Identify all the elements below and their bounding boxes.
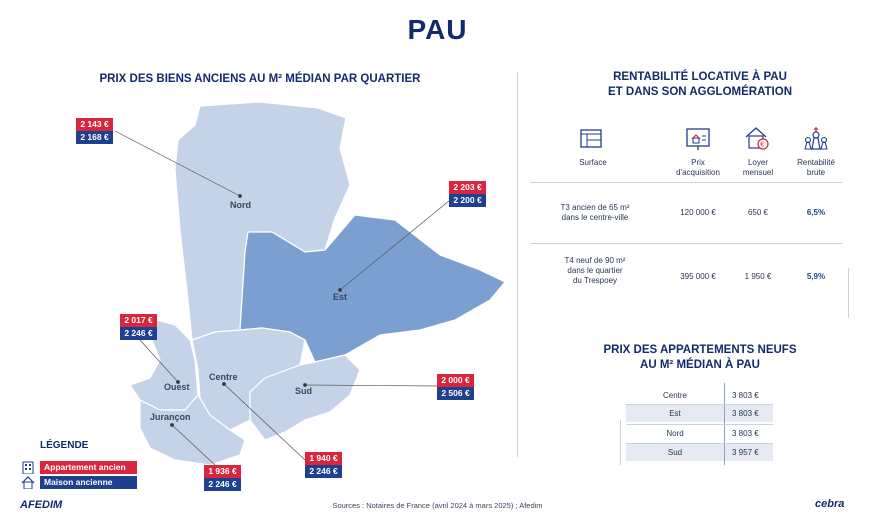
section-divider [517, 72, 518, 457]
header-renta-line2: brute [806, 168, 826, 177]
legend-maison: Maison ancienne [40, 476, 137, 489]
neufs-quartier: Nord [666, 429, 684, 438]
price-maison-est: 2 200 € [449, 194, 486, 207]
neufs-quartier: Est [669, 409, 681, 418]
page-title: PAU [407, 14, 468, 45]
price-maison-ouest: 2 246 € [120, 327, 157, 340]
cebra-logo: cebra [815, 498, 845, 510]
quartier-label-est: Est [333, 292, 348, 302]
neufs-row [626, 444, 773, 461]
price-box-sud [437, 374, 474, 400]
neufs-quartier: Centre [662, 391, 687, 400]
row2-surface [540, 256, 650, 286]
table-rule [530, 243, 842, 244]
rentabilite-title-line2: ET DANS SON AGGLOMÉRATION [608, 86, 792, 98]
price-appartement-sud: 2 000 € [437, 374, 474, 387]
house-icon [21, 476, 35, 489]
table-rule [530, 182, 842, 183]
header-prix-line1: Prix [691, 158, 705, 167]
price-maison-nord: 2 168 € [76, 131, 113, 144]
building-icon [21, 461, 35, 474]
afedim-logo: AFEDIM [20, 499, 63, 511]
chess-icon [802, 125, 830, 152]
neufs-row [626, 387, 773, 404]
row2-surface-line1: T4 neuf de 90 m² [564, 256, 626, 265]
neufs-row [626, 425, 773, 442]
blueprint-icon [578, 126, 604, 152]
neufs-prix: 3 803 € [732, 391, 759, 400]
neufs-title-line1: PRIX DES APPARTEMENTS NEUFS [603, 344, 797, 356]
price-appartement-est: 2 203 € [449, 181, 486, 194]
sources-text: Sources : Notaires de France (avril 2024 à mars 2025) ; Afedim [332, 501, 543, 510]
neufs-side-rule [620, 420, 621, 465]
neufs-rule [626, 443, 773, 444]
row2-prix: 395 000 € [680, 272, 716, 281]
price-box-nord [76, 118, 113, 144]
row1-surface [540, 203, 650, 223]
header-loyer-line2: mensuel [742, 168, 774, 177]
quartier-label-sud: Sud [295, 386, 312, 396]
header-prix-line2: d'acquisition [676, 168, 720, 177]
price-box-est [449, 181, 486, 207]
price-box-ouest [120, 314, 157, 340]
row2-surface-line3: du Trespoey [572, 276, 618, 285]
row1-surface-line2: dans le centre-ville [561, 213, 629, 222]
neufs-title [560, 343, 840, 373]
quartier-label-nord: Nord [230, 200, 251, 210]
row2-rentabilite: 5,9% [806, 272, 826, 281]
price-appartement-nord: 2 143 € [76, 118, 113, 131]
neufs-prix: 3 803 € [732, 429, 759, 438]
legend-title: LÉGENDE [40, 440, 89, 451]
house-euro-icon [743, 125, 771, 151]
row1-loyer: 650 € [747, 208, 769, 217]
neufs-rule [626, 404, 773, 405]
quartier-label-ouest: Ouest [164, 382, 190, 392]
row2-loyer: 1 950 € [744, 272, 772, 281]
map-section-title: PRIX DES BIENS ANCIENS AU M² MÉDIAN PAR QUARTIER [99, 73, 421, 85]
price-appartement-jurancon: 1 936 € [204, 465, 241, 478]
rentabilite-title [540, 70, 860, 100]
price-maison-sud: 2 506 € [437, 387, 474, 400]
quartier-label-jurancon: Jurançon [150, 412, 191, 422]
price-box-centre [305, 452, 342, 478]
neufs-row [626, 405, 773, 422]
table-side-rule [848, 268, 849, 318]
price-appartement-ouest: 2 017 € [120, 314, 157, 327]
svg-text:€: € [760, 141, 765, 149]
neufs-quartier: Sud [667, 448, 683, 457]
price-box-jurancon [204, 465, 241, 491]
house-sign-icon [684, 126, 712, 152]
header-renta-line1: Rentabilité [797, 158, 835, 167]
price-maison-jurancon: 2 246 € [204, 478, 241, 491]
neufs-rule [626, 424, 773, 425]
rentabilite-title-line1: RENTABILITÉ LOCATIVE À PAU [613, 71, 787, 83]
quartier-label-centre: Centre [209, 372, 238, 382]
price-appartement-centre: 1 940 € [305, 452, 342, 465]
neufs-prix: 3 957 € [732, 448, 759, 457]
price-maison-centre: 2 246 € [305, 465, 342, 478]
header-loyer-line1: Loyer [747, 158, 768, 167]
legend-appartement: Appartement ancien [40, 461, 137, 474]
header-rentabilite [778, 158, 854, 178]
header-surface: Surface [579, 158, 607, 167]
row1-surface-line1: T3 ancien de 65 m² [560, 203, 630, 212]
neufs-prix: 3 803 € [732, 409, 759, 418]
row2-surface-line2: dans le quartier [567, 266, 623, 275]
row1-rentabilite: 6,5% [806, 208, 826, 217]
neufs-title-line2: AU M² MÉDIAN À PAU [640, 359, 760, 371]
row1-prix: 120 000 € [680, 208, 716, 217]
